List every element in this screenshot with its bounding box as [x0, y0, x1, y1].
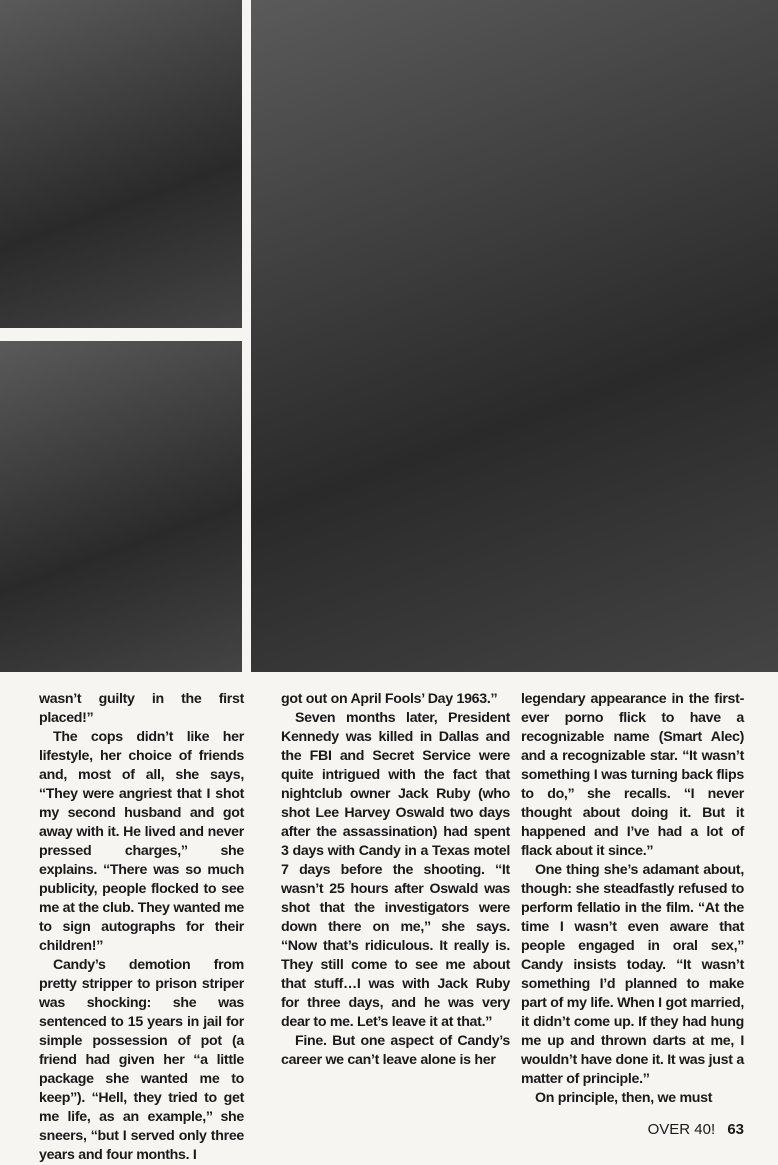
paragraph: wasn’t guilty in the first placed!’’: [39, 691, 244, 726]
article-column-3: [521, 690, 744, 1139]
page-number: 63: [727, 1121, 744, 1138]
article-column-1: [39, 690, 244, 1165]
paragraph: Candy’s demotion from pretty stripper to prison striper was shocking: she was sentenced to 15 years in jail for simple possession of pot (a friend had given her ‘‘a little package she wanted me to keep’’). ‘‘Hell, they tried to get me life, as an example,’’ she sneers, ‘‘but I served only three years and four months. I: [39, 957, 244, 1163]
paragraph: legendary appearance in the first-ever porno flick to have a recognizable name (Smart Alec) and a recognizable star. ‘‘It wasn’t something I was turning back flips to do,’’ she recalls. ‘‘I never thought about doing it. But it happened and I’ve had a lot of flack about it since.’’: [521, 691, 744, 859]
paragraph: The cops didn’t like her lifestyle, her choice of friends and, most of all, she says, ‘‘They were angriest that I shot my second husband and got away with it. He lived and never pressed charges,’’ she explains. ‘‘There was so much publicity, people flocked to see me at the club. They wanted me to sign autographs for their children!’’: [39, 729, 244, 954]
publication-name: OVER 40!: [647, 1121, 716, 1138]
paragraph: One thing she’s adamant about, though: she steadfastly refused to perform fellatio in the film. ‘‘At the time I wasn’t even aware that people engaged in oral sex,’’ Candy insists today. ‘‘It wasn’t something I’d planned to make part of my life. When I got married, it didn’t come up. If they had hung me up and thrown darts at me, I wouldn’t have done it. It was just a matter of principle.’’: [521, 862, 744, 1087]
photo-large-right: [251, 0, 778, 672]
page-footer: [521, 1120, 744, 1139]
photo-bottom-left: [0, 341, 242, 672]
paragraph: Fine. But one aspect of Candy’s career we can’t leave alone is her: [281, 1033, 510, 1068]
article-column-2: [281, 690, 510, 1070]
paragraph: Seven months later, President Kennedy was killed in Dallas and the FBI and Secret Service were quite intrigued with the fact that nightclub owner Jack Ruby (who shot Lee Harvey Oswald two days after the assassination) had spent 3 days with Candy in a Texas motel 7 days before the shooting. ‘‘It wasn’t 25 hours after Oswald was shot that the investigators were down there on me,’’ she says. ‘‘Now that’s ridiculous. It really is. They still come to see me about that stuff…I was with Jack Ruby for three days, and he was very dear to me. Let’s leave it at that.’’: [281, 710, 510, 1030]
photo-top-left: [0, 0, 242, 328]
paragraph: got out on April Fools’ Day 1963.’’: [281, 691, 498, 707]
paragraph: On principle, then, we must: [535, 1090, 713, 1106]
